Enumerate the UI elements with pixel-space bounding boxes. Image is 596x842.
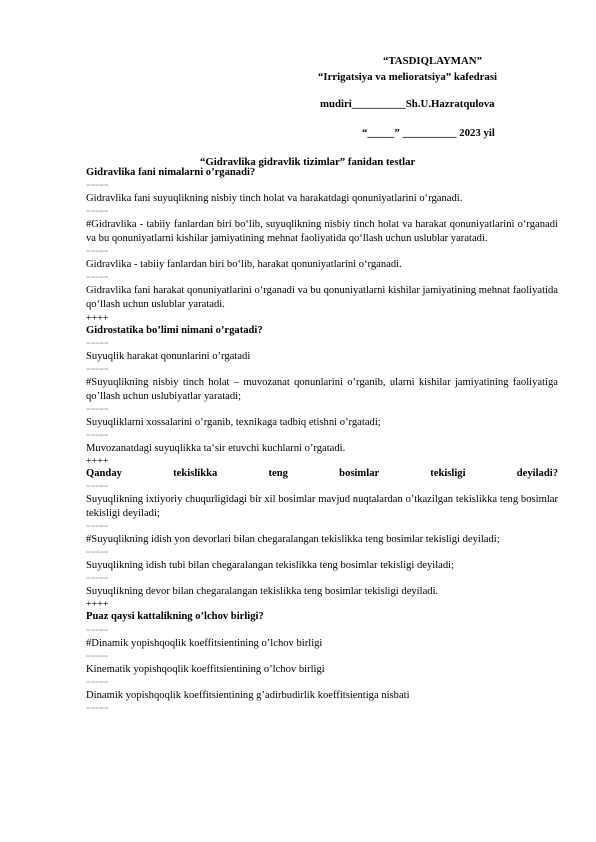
separator: =====	[86, 703, 109, 713]
separator: =====	[86, 181, 109, 191]
separator: =====	[86, 338, 109, 348]
separator: =====	[86, 651, 109, 661]
separator: =====	[86, 677, 109, 687]
separator: =====	[86, 430, 109, 440]
department-name: “Irrigatsiya va melioratsiya” kafedrasi	[318, 71, 498, 83]
separator: =====	[86, 207, 109, 217]
answer-3-2: #Suyuqlikning idish yon devorlari bilan chegaralangan tekislikka teng bosimlar tekisligi deyiladi;	[86, 534, 500, 546]
department-head: mudiri__________Sh.U.Hazratqulova	[320, 98, 495, 110]
answer-4-1: #Dinamik yopishqoqlik koeffitsientining o’lchov birligi	[86, 637, 323, 649]
separator: =====	[86, 273, 109, 283]
answer-3-1: Suyuqlikning ixtiyoriy chuqurligidagi bir xil bosimlar mavjud nuqtalardan o’tkazilgan tekislikka teng bosimlar tekisligi deyiladi;	[86, 494, 558, 520]
test-content	[86, 166, 558, 715]
answer-3-3: Suyuqlikning idish tubi bilan chegaralangan tekislikka teng bosimlar tekisligi deyiladi;	[86, 560, 455, 572]
end-marker: ++++	[86, 456, 109, 468]
answer-2-1: Suyuqlik harakat qonunlarini o’rgatadi	[86, 350, 251, 362]
question-1: Gidravlika fani nimalarni o’rganadi?	[86, 167, 256, 178]
answer-2-4: Muvozanatdagi suyuqlikka ta‘sir etuvchi kuchlarni o’rgatadi.	[86, 442, 346, 454]
answer-1-2: #Gidravlika - tabiiy fanlardan biri bo‘lib, suyuqlikning nisbiy tinch holat va harakat qonuniyatlarini o‘rganadi va bu qonuniyatlarni kishilar jamiyatining mehnat faoliyatida qo‘llash uchun uslublar yaratadi.	[86, 219, 558, 245]
end-marker: ++++	[86, 599, 109, 611]
separator: =====	[86, 625, 109, 635]
answer-2-2: #Suyuqlikning nisbiy tinch holat – muvozanat qonunlarini o’rganib, ularni kishilar jamiyatining faoliyatiga qo’llash uchun uslubiyatlar yaratadi;	[86, 376, 558, 402]
separator: =====	[86, 482, 109, 492]
answer-1-4: Gidravlika fani harakat qonuniyatlarini o‘rganadi va bu qonuniyatlarni kishilar jamiyatining mehnat faoliyatida qo‘llash uchun uslublar yaratadi.	[86, 285, 558, 311]
answer-4-3: Dinamik yopishqoqlik koeffitsientining g’adirbudirlik koeffitsientiga nisbati	[86, 689, 410, 701]
question-3: Qanday tekislikka teng bosimlar tekisligi deyiladi?	[86, 468, 558, 480]
separator: =====	[86, 574, 109, 584]
question-2: Gidrostatika bo’limi nimani o’rgatadi?	[86, 324, 263, 336]
approval-stamp: “TASDIQLAYMAN”	[383, 55, 482, 67]
answer-2-3: Suyuqliklarni xossalarini o’rganib, texnikaga tadbiq etishni o’rgatadi;	[86, 416, 381, 428]
separator: =====	[86, 522, 109, 532]
document-title: “Gidravlika gidravlik tizimlar” fanidan testlar	[200, 156, 416, 168]
answer-1-3: Gidravlika - tabiiy fanlardan biri bo‘lib, harakat qonuniyatlarini o‘rganadi.	[86, 259, 402, 271]
approval-date: “_____” __________ 2023 yil	[362, 127, 495, 139]
separator: =====	[86, 404, 109, 414]
answer-3-4: Suyuqlikning devor bilan chegaralangan tekislikka teng bosimlar tekisligi deyiladi.	[86, 586, 439, 598]
separator: =====	[86, 364, 109, 374]
separator: =====	[86, 548, 109, 558]
answer-1-1: Gidravlika fani suyuqlikning nisbiy tinch holat va harakatdagi qonuniyatlarini o‘rganadi.	[86, 193, 463, 205]
question-4: Puaz qaysi kattalikning o’lchov birligi?	[86, 611, 264, 623]
end-marker: ++++	[86, 312, 109, 324]
separator: =====	[86, 247, 109, 257]
answer-4-2: Kinematik yopishqoqlik koeffitsientining o’lchov birligi	[86, 663, 325, 675]
